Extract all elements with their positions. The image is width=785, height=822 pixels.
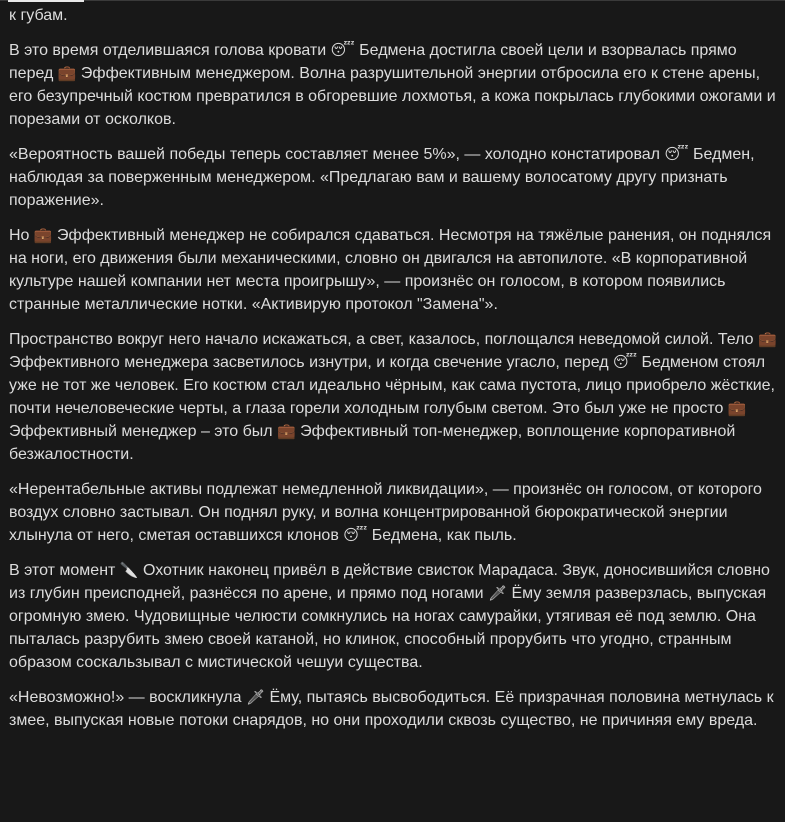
sleeping-face-icon: 😴 [343,526,368,544]
paragraph-text: к губам. [9,7,68,24]
dagger-icon: 🗡 [488,584,508,602]
briefcase-icon: 💼 [57,64,77,82]
story-paragraph [9,4,779,27]
story-paragraph [9,328,779,466]
briefcase-icon: 💼 [727,399,747,417]
story-paragraph [9,559,779,674]
story-paragraph [9,143,779,212]
paragraph-text: Эффективный топ-менеджер, воплощение корпоративной безжалостности. [9,423,736,463]
briefcase-icon: 💼 [277,422,296,440]
knife-icon: 🔪 [119,561,139,579]
briefcase-icon: 💼 [33,226,53,244]
paragraph-text: Ёму земля разверзлась, выпуская огромную змею. Чудовищные челюсти сомкнулись на ногах самурайки, утягивая её под землю. Она пыталась разрубить змею своей катаной, но клинок, способный прорубить что угодно, странным образом соскальзывал с мистической чешуи существа. [9,585,767,671]
paragraph-text: Бедмена достигла своей цели и взорвалась прямо перед [9,42,737,82]
story-paragraph [9,224,779,316]
paragraph-text: Охотник наконец привёл в действие свисток Марадаса. Звук, доносившийся словно из глубин преисподней, разнёсся по арене, и прямо под ногами [9,562,770,602]
paragraph-text: «Невозможно!» — воскликнула [9,689,246,706]
story-paragraph [9,686,779,732]
paragraph-text: Но [9,227,34,244]
paragraph-text: «Нерентабельные активы подлежат немедленной ликвидации», — произнёс он голосом, от которого воздух словно застывал. Он поднял руку, и волна концентрированной бюрократической энергии хлынула от него, сметая оставшихся клонов [9,481,762,544]
top-divider [0,0,785,1]
story-text [9,4,779,744]
paragraph-text: Пространство вокруг него начало искажаться, а свет, казалось, поглощался неведомой силой. Тело [9,331,758,348]
paragraph-text: Эффективный менеджер не собирался сдаваться. Несмотря на тяжёлые ранения, он поднялся на ноги, его движения были механическими, словно он двигался на автопилоте. «В корпоративной культуре нашей компании нет места проигрышу», — произнёс он голосом, в котором появились странные металлические нотки. «Активирую протокол "Замена"». [9,227,772,313]
dagger-icon: 🗡 [245,688,265,706]
paragraph-text: В это время отделившаяся голова кровати [9,42,331,59]
paragraph-text: Ёму, пытаясь высвободиться. Её призрачная половина метнулась к змее, выпуская новые потоки снарядов, но они проходили сквозь существо, не причиняя ему вреда. [9,689,774,729]
paragraph-text: В этот момент [9,562,120,579]
paragraph-text: Бедмен, наблюдая за поверженным менеджером. «Предлагаю вам и вашему волосатому другу признать поражение». [9,146,755,209]
sleeping-face-icon: 😴 [664,145,689,163]
paragraph-text: Бедменом стоял уже не тот же человек. Его костюм стал идеально чёрным, как сама пустота, лицо приобрело жёсткие, почти нечеловеческие черты, а глаза горели холодным голубым светом. Это был уже не просто [9,354,775,417]
paragraph-text: Эффективным менеджером. Волна разрушительной энергии отбросила его к стене арены, его безупречный костюм превратился в обгоревшие лохмотья, а кожа покрылась глубокими ожогами и порезами от осколков. [9,65,776,128]
paragraph-text: Эффективного менеджера засветилось изнутри, и когда свечение угасло, перед [9,354,614,371]
paragraph-text: Бедмена, как пыль. [367,527,517,544]
sleeping-face-icon: 😴 [330,41,355,59]
story-paragraph [9,39,779,131]
story-paragraph [9,478,779,547]
top-divider-accent [8,0,84,2]
sleeping-face-icon: 😴 [613,353,638,371]
paragraph-text: Эффективный менеджер – это был [9,423,278,440]
paragraph-text: «Вероятность вашей победы теперь составляет менее 5%», — холодно констатировал [9,146,665,163]
briefcase-icon: 💼 [757,330,777,348]
